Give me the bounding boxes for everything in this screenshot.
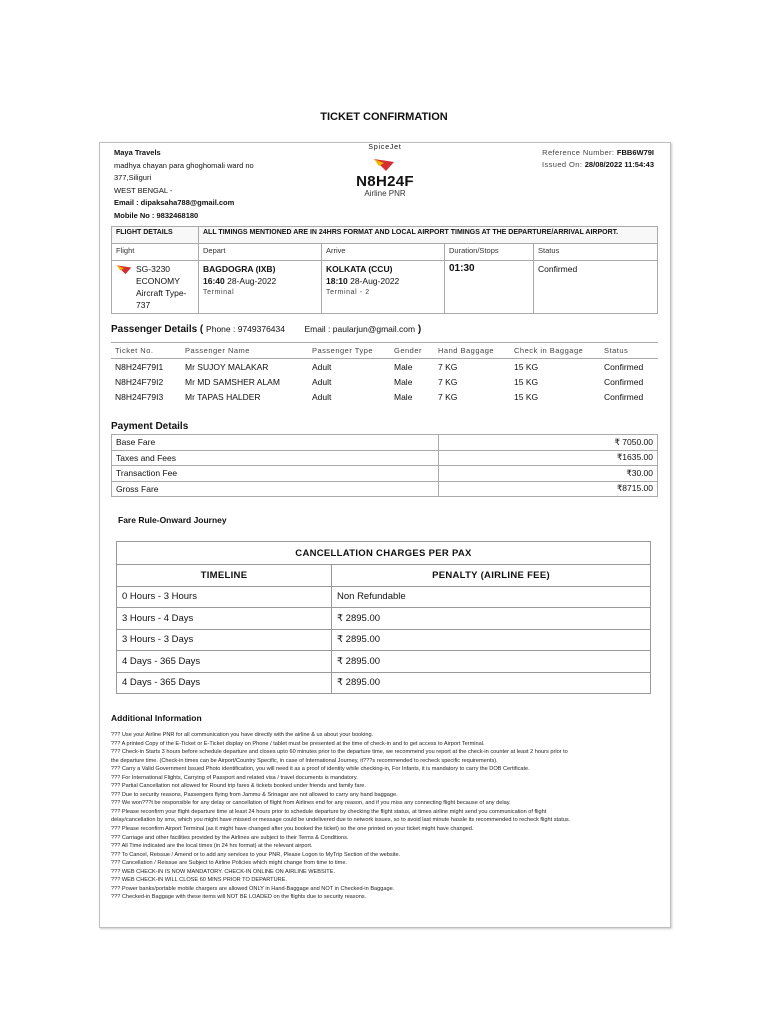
col-depart: Depart [199,244,322,261]
checkin-baggage: 15 KG [514,361,539,372]
table-row [117,672,651,694]
table-row [111,374,658,389]
contact-phone: Phone : 9749376434 [206,324,285,334]
info-line: ??? Partial Cancellation not allowed for Round trip fares & tickets booked under friends and family fare. [111,783,366,790]
col-gender: Gender [390,343,434,359]
table-row [112,481,658,497]
info-line: ??? Carry a Valid Government Issued Photo identification, you will need it as a proof of identity while checking-in, For Infants, it is mandatory to carry the DOB Certificate. [111,766,530,773]
table-row [117,651,651,673]
fare-value: ₹1635.00 [439,450,658,466]
agency-email: Email : dipaksaha788@gmail.com [114,198,235,207]
cancellation-title: CANCELLATION CHARGES PER PAX [117,542,651,565]
checkin-baggage: 15 KG [514,376,539,387]
gender: Male [394,391,413,402]
info-line: ??? To Cancel, Reissue / Amend or to add any services to your PNR, Please Logon to MyTrip Section of the website. [111,851,401,858]
col-flight: Flight [112,244,199,261]
info-line: ??? WEB CHECK-IN IS NOW MANDATORY. CHECK-IN ONLINE ON AIRLINE WEBSITE. [111,868,335,875]
penalty: ₹ 2895.00 [332,608,651,630]
fare-label: Base Fare [112,435,439,451]
fare-value: ₹30.00 [439,466,658,482]
agency-block [114,147,314,222]
info-line: the departure time. (Check-in times can be Airport/Country Specific, in case of International Journey, it???s recommended to recheck specific requirements). [111,757,498,764]
airline-logo-icon [116,263,132,275]
table-row [112,435,658,451]
ticket-no: N8H24F79I2 [115,376,164,387]
table-row [111,389,658,404]
table-row [117,586,651,608]
penalty: ₹ 2895.00 [332,672,651,694]
arrive-city: KOLKATA (CCU) [326,264,393,274]
gender: Male [394,376,413,387]
spicejet-logo-icon [373,156,395,172]
info-line: ??? Due to security reasons, Passengers flying from Jammu & Srinagar are not allowed to carry any hand baggage. [111,791,398,798]
hand-baggage: 7 KG [438,391,458,402]
agency-address-line2: 377,Siliguri [114,173,152,182]
checkin-baggage: 15 KG [514,391,539,402]
payment-table [111,434,658,497]
passenger-type: Adult [312,391,332,402]
timeline: 0 Hours - 3 Hours [117,586,332,608]
info-line: ??? Carriage and other facilities provided by the Airlines are subject to their Terms & Conditions. [111,834,349,841]
col-passenger-name: Passenger Name [181,343,308,359]
reference-block [470,147,654,171]
depart-city: BAGDOGRA (IXB) [203,264,276,274]
gender: Male [394,361,413,372]
flight-details-notice: ALL TIMINGS MENTIONED ARE IN 24HRS FORMAT AND LOCAL AIRPORT TIMINGS AT THE DEPARTURE/ARRIVAL AIRPORT. [199,227,658,244]
penalty: Non Refundable [332,586,651,608]
fare-value: ₹ 7050.00 [439,435,658,451]
table-row [112,466,658,482]
info-line: ??? A printed Copy of the E-Ticket or E-Ticket display on Phone / tablet must be presented at the time of check-in and to get access to Airport Terminal. [111,740,485,747]
passenger-type: Adult [312,376,332,387]
flight-details-heading: FLIGHT DETAILS [112,227,199,244]
col-penalty: PENALTY (AIRLINE FEE) [332,565,651,587]
depart-datetime: 16:40 28-Aug-2022 [203,276,277,286]
info-line: ??? Power banks/portable mobile chargers are allowed ONLY in Hand-Baggage and NOT in Checked-in Baggage. [111,885,395,892]
arrive-terminal: Terminal - 2 [326,289,370,296]
agency-state: WEST BENGAL - [114,185,173,195]
contact-email: Email : paularjun@gmail.com [304,324,416,334]
table-row [112,450,658,466]
passenger-name: Mr SUJOY MALAKAR [185,361,269,372]
table-row [117,629,651,651]
pax-status: Confirmed [604,376,644,387]
col-duration: Duration/Stops [445,244,534,261]
cancellation-table [116,541,651,694]
pax-status: Confirmed [604,391,644,402]
pax-status: Confirmed [604,361,644,372]
info-line: ??? Checked-in Baggage with these items will NOT BE LOADED on the flights due to security reasons. [111,894,367,901]
col-arrive: Arrive [322,244,445,261]
cabin-class: ECONOMY [136,276,180,286]
info-line: ??? For International Flights, Carrying of Passport and related visa / travel documents is mandatory. [111,774,358,781]
issued-on: Issued On: 28/08/2022 11:54:43 [542,160,654,169]
airline-brand: SpiceJet [368,144,402,151]
info-line: ??? Use your Airline PNR for all communication you have directly with the airline & us about your booking. [111,732,374,738]
penalty: ₹ 2895.00 [332,651,651,673]
timeline: 4 Days - 365 Days [117,672,332,694]
depart-terminal: Terminal [203,289,235,296]
col-hand-baggage: Hand Baggage [434,343,510,359]
info-line: ??? All Time indicated are the local times (in 24 hrs format) at the relevant airport. [111,843,313,850]
duration-cell: 01:30 [445,261,534,314]
col-passenger-type: Passenger Type [308,343,390,359]
airline-pnr-label: Airline PNR [364,189,406,198]
passenger-details-heading: Passenger Details ( Phone : 9749376434 Email : paularjun@gmail.com ) [111,324,422,335]
info-line: ??? Cancellation / Reissue are Subject to Airline Policies which might change from time to time. [111,860,347,867]
passenger-name: Mr TAPAS HALDER [185,391,261,402]
info-line: ??? Please reconfirm your flight departure time at least 24 hours prior to schedule departure by checking the flight status, at times airline might send you communication of flight [111,808,547,815]
fare-label: Transaction Fee [112,466,439,482]
hand-baggage: 7 KG [438,361,458,372]
agency-name: Maya Travels [114,148,161,157]
info-line: ??? Check-in Starts 3 hours before schedule departure and closes upto 60 minutes prior to the departure time, we recommend you report at the check-in counter at least 2 hours prior to [111,749,568,756]
passenger-type: Adult [312,361,332,372]
ticket-no: N8H24F79I3 [115,391,164,402]
fare-label: Taxes and Fees [112,450,439,466]
timeline: 4 Days - 365 Days [117,651,332,673]
page-title: TICKET CONFIRMATION [320,111,448,123]
fare-rule-heading: Fare Rule-Onward Journey [118,515,227,525]
col-timeline: TIMELINE [117,565,332,587]
fare-value: ₹8715.00 [439,481,658,497]
info-line: delay/cancellation by sms, which you might have missed or message could be undelivered due to network issues, so to avoid last minute hassle its recommended to recheck flight status. [111,817,571,824]
penalty: ₹ 2895.00 [332,629,651,651]
reference-number: Reference Number: FBB6W79I [542,148,654,157]
ticket-no: N8H24F79I1 [115,361,164,372]
agency-mobile: Mobile No : 9832468180 [114,210,199,220]
additional-info-heading: Additional Information [111,713,202,723]
airline-pnr: N8H24F [356,173,414,190]
table-row [111,359,658,375]
timeline: 3 Hours - 3 Days [117,629,332,651]
flight-details-table [111,226,658,314]
col-checkin-baggage: Check in Baggage [510,343,600,359]
hand-baggage: 7 KG [438,376,458,387]
table-row [117,608,651,630]
col-pax-status: Status [600,343,658,359]
aircraft-type: Aircraft Type-737 [136,288,187,310]
agency-address-line1: madhya chayan para ghoghomali ward no [114,160,254,170]
timeline: 3 Hours - 4 Days [117,608,332,630]
col-ticket-no: Ticket No. [111,343,181,359]
col-status: Status [534,244,658,261]
info-line: ??? WEB CHECK-IN WILL CLOSE 60 MINS PRIOR TO DEPARTURE. [111,877,287,884]
info-line: ??? Please reconfirm Airport Terminal (as it might have changed after you booked the ticket) so the one printed on your ticket might have changed. [111,826,474,833]
info-line: ??? We won???t be responsible for any delay or cancellation of flight from Airlines end for any reason, and if you miss any connecting flight because of any delay. [111,800,511,807]
passenger-table [111,342,658,404]
flight-number: SG-3230 [136,264,171,274]
arrive-datetime: 18:10 28-Aug-2022 [326,276,400,286]
arrive-cell [322,261,445,314]
fare-label: Gross Fare [112,481,439,497]
passenger-name: Mr MD SAMSHER ALAM [185,376,280,387]
payment-details-heading: Payment Details [111,421,189,432]
flight-cell [112,261,199,314]
additional-info-list [111,731,663,902]
depart-cell [199,261,322,314]
flight-status: Confirmed [534,261,658,314]
